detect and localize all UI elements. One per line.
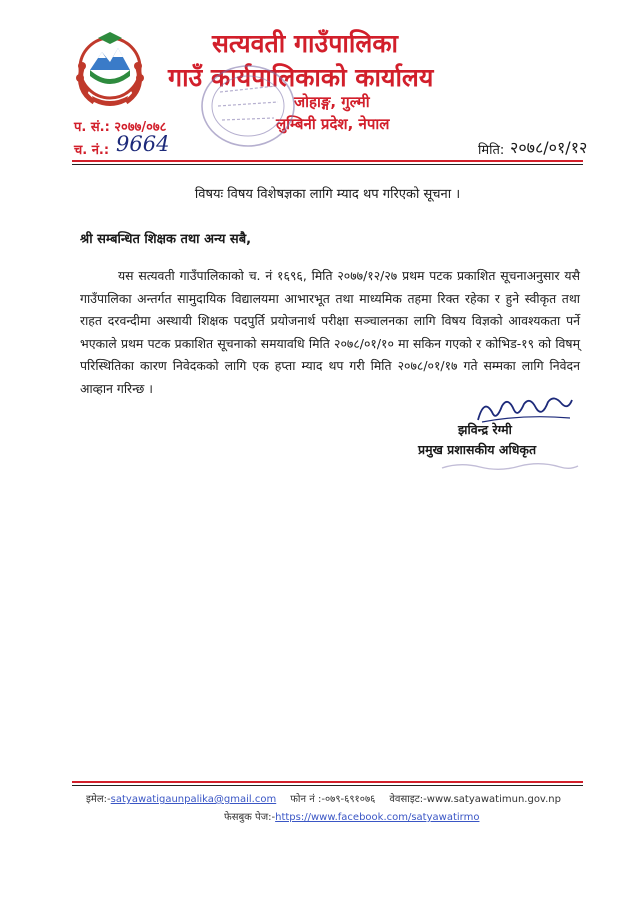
email-link[interactable]: satyawatigaunpalika@gmail.com [110,794,277,805]
signer-title: प्रमुख प्रशासकीय अधिकृत [418,442,537,457]
reference-number: प. सं.: २०७७/०७८ [74,120,167,135]
address-line2: लुम्बिनी प्रदेश, नेपाल [276,115,390,133]
footer-divider-red [72,781,583,783]
facebook-label: फेसबुक पेज:- [224,812,276,823]
website-label: वेवसाइट:- [389,794,427,805]
header-divider-black [72,164,583,165]
address-line1: जोहाङ्ग, गुल्मी [294,93,370,111]
date-label: मिति: [478,143,505,158]
footer-facebook [224,809,479,823]
footer-divider-black [72,785,583,786]
dispatch-number-label: च. नं.: [74,143,110,158]
letter-salutation: श्री सम्बन्धित शिक्षक तथा अन्य सबै, [80,232,252,247]
dispatch-number-value: 9664 [116,132,170,156]
office-name-line1: सत्यवती गाउँपालिका [212,29,399,58]
header-divider-red [72,160,583,162]
designation-stamp-icon [440,458,580,474]
phone-number: फोन नं :-०७९-६९१०७६ [290,794,376,805]
office-name-line2: गाउँ कार्यपालिकाको कार्यालय [168,63,434,92]
letter-subject: विषयः विषय विशेषज्ञका लागि म्याद थप गरिएको सूचना । [194,187,461,202]
footer-contacts [86,791,561,805]
nepal-emblem-icon [68,30,152,110]
website-link[interactable]: www.satyawatimun.gov.np [426,794,561,805]
office-stamp-icon [198,62,298,150]
signer-name: झविन्द्र रेग्मी [458,422,512,437]
letter-body: यस सत्यवती गाउँपालिकाको च. नं १६९६, मिति २०७७/१२/२७ प्रथम पटक प्रकाशित सूचनाअनुसार यसै गाउँपालिका अन्तर्गत सामुदायिक विद्यालयमा आभारभूत तथा माध्यमिक तहमा रिक्त रहेका र हुने स्वीकृत तथा राहत दरवन्दीमा अस्थायी शिक्षक पदपुर्ति प्रयोजनार्थ परीक्षा सञ्चालनका लागि विषय विज्ञको आवश्यकता पर्ने भएकाले प्रथम पटक प्रकाशित सूचनाको समयावधि मिति २०७८/०१/१० मा सकिन गएको र कोभिड-१९ को विषम् परिस्थितिका कारण निवेदकको लागि एक हप्ता म्याद थप गरी मिति २०७८/०१/१७ गते सम्मका लागि निवेदन आव्हान गरिन्छ । [80,268,580,396]
email-label: इमेल:- [86,794,111,805]
date-value: २०७८/०१/१२ [510,138,588,157]
facebook-link[interactable]: https://www.facebook.com/satyawatirmo [275,812,480,823]
